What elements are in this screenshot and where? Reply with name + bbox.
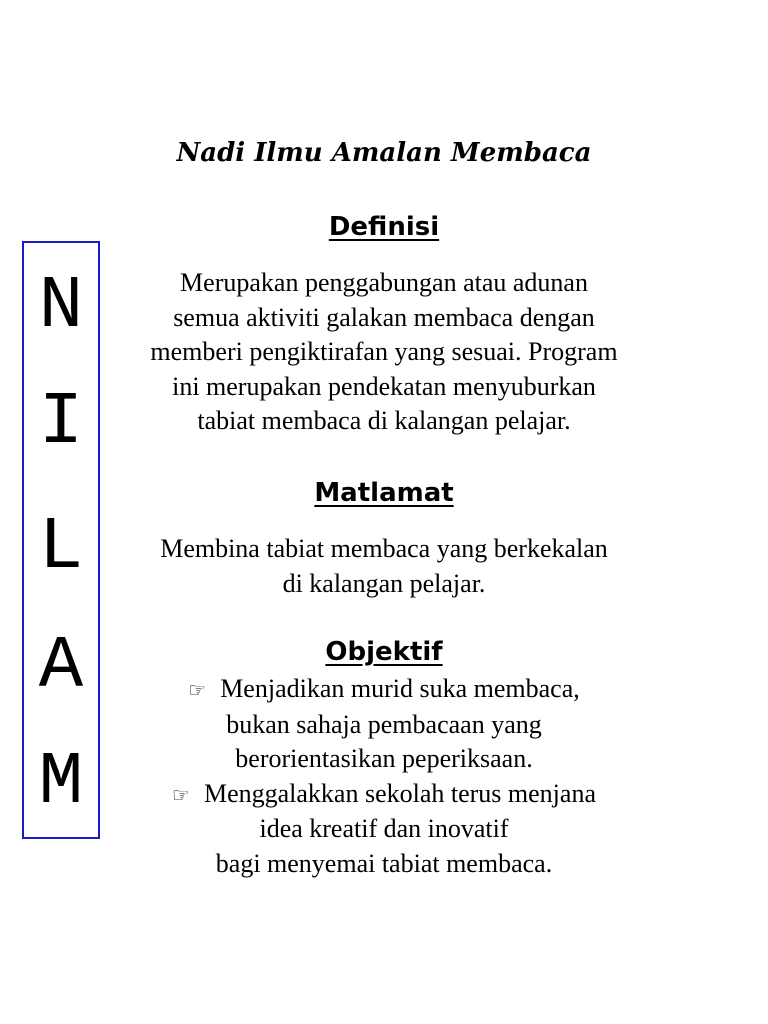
- objektif-item-line: bukan sahaja pembacaan yang: [226, 709, 542, 739]
- objektif-item-2-first-line: [104, 777, 664, 813]
- definisi-line: semua aktiviti galakan membaca dengan: [173, 302, 595, 332]
- objektif-item-line: berorientasikan peperiksaan.: [235, 744, 533, 773]
- definisi-line: memberi pengiktirafan yang sesuai. Program: [150, 337, 618, 366]
- objektif-item-1-first-line: [104, 672, 664, 708]
- matlamat-line: di kalangan pelajar.: [282, 568, 486, 598]
- pointing-hand-icon: ☞: [188, 678, 207, 702]
- acronym-letter-a: A: [38, 625, 84, 709]
- objektif-item-line: idea kreatif dan inovatif: [259, 814, 509, 843]
- acronym-letter-n: N: [38, 265, 84, 349]
- objektif-item-text: Menjadikan murid suka membaca,: [220, 674, 580, 703]
- objektif-heading: Objektif: [325, 637, 443, 667]
- definisi-line: tabiat membaca di kalangan pelajar.: [197, 406, 571, 435]
- definisi-heading: Definisi: [328, 212, 440, 242]
- objektif-list: [104, 672, 664, 881]
- matlamat-heading: Matlamat: [314, 478, 454, 508]
- matlamat-line: Membina tabiat membaca yang berkekalan: [160, 534, 608, 563]
- definisi-line: Merupakan penggabungan atau adunan: [180, 268, 588, 297]
- objektif-item-line: bagi menyemai tabiat membaca.: [215, 848, 553, 878]
- acronym-letter-m: M: [38, 741, 84, 825]
- objektif-item-text: Menggalakkan sekolah terus menjana: [203, 778, 596, 808]
- definisi-line: ini merupakan pendekatan menyuburkan: [172, 371, 596, 401]
- pointing-hand-icon: ☞: [172, 782, 190, 807]
- acronym-letter-i: I: [38, 381, 84, 465]
- nilam-acronym-box: [22, 241, 100, 839]
- matlamat-paragraph: [104, 532, 664, 601]
- document-title: Nadi Ilmu Amalan Membaca: [176, 138, 592, 168]
- acronym-letter-l: L: [38, 506, 84, 590]
- definisi-paragraph: [104, 266, 664, 439]
